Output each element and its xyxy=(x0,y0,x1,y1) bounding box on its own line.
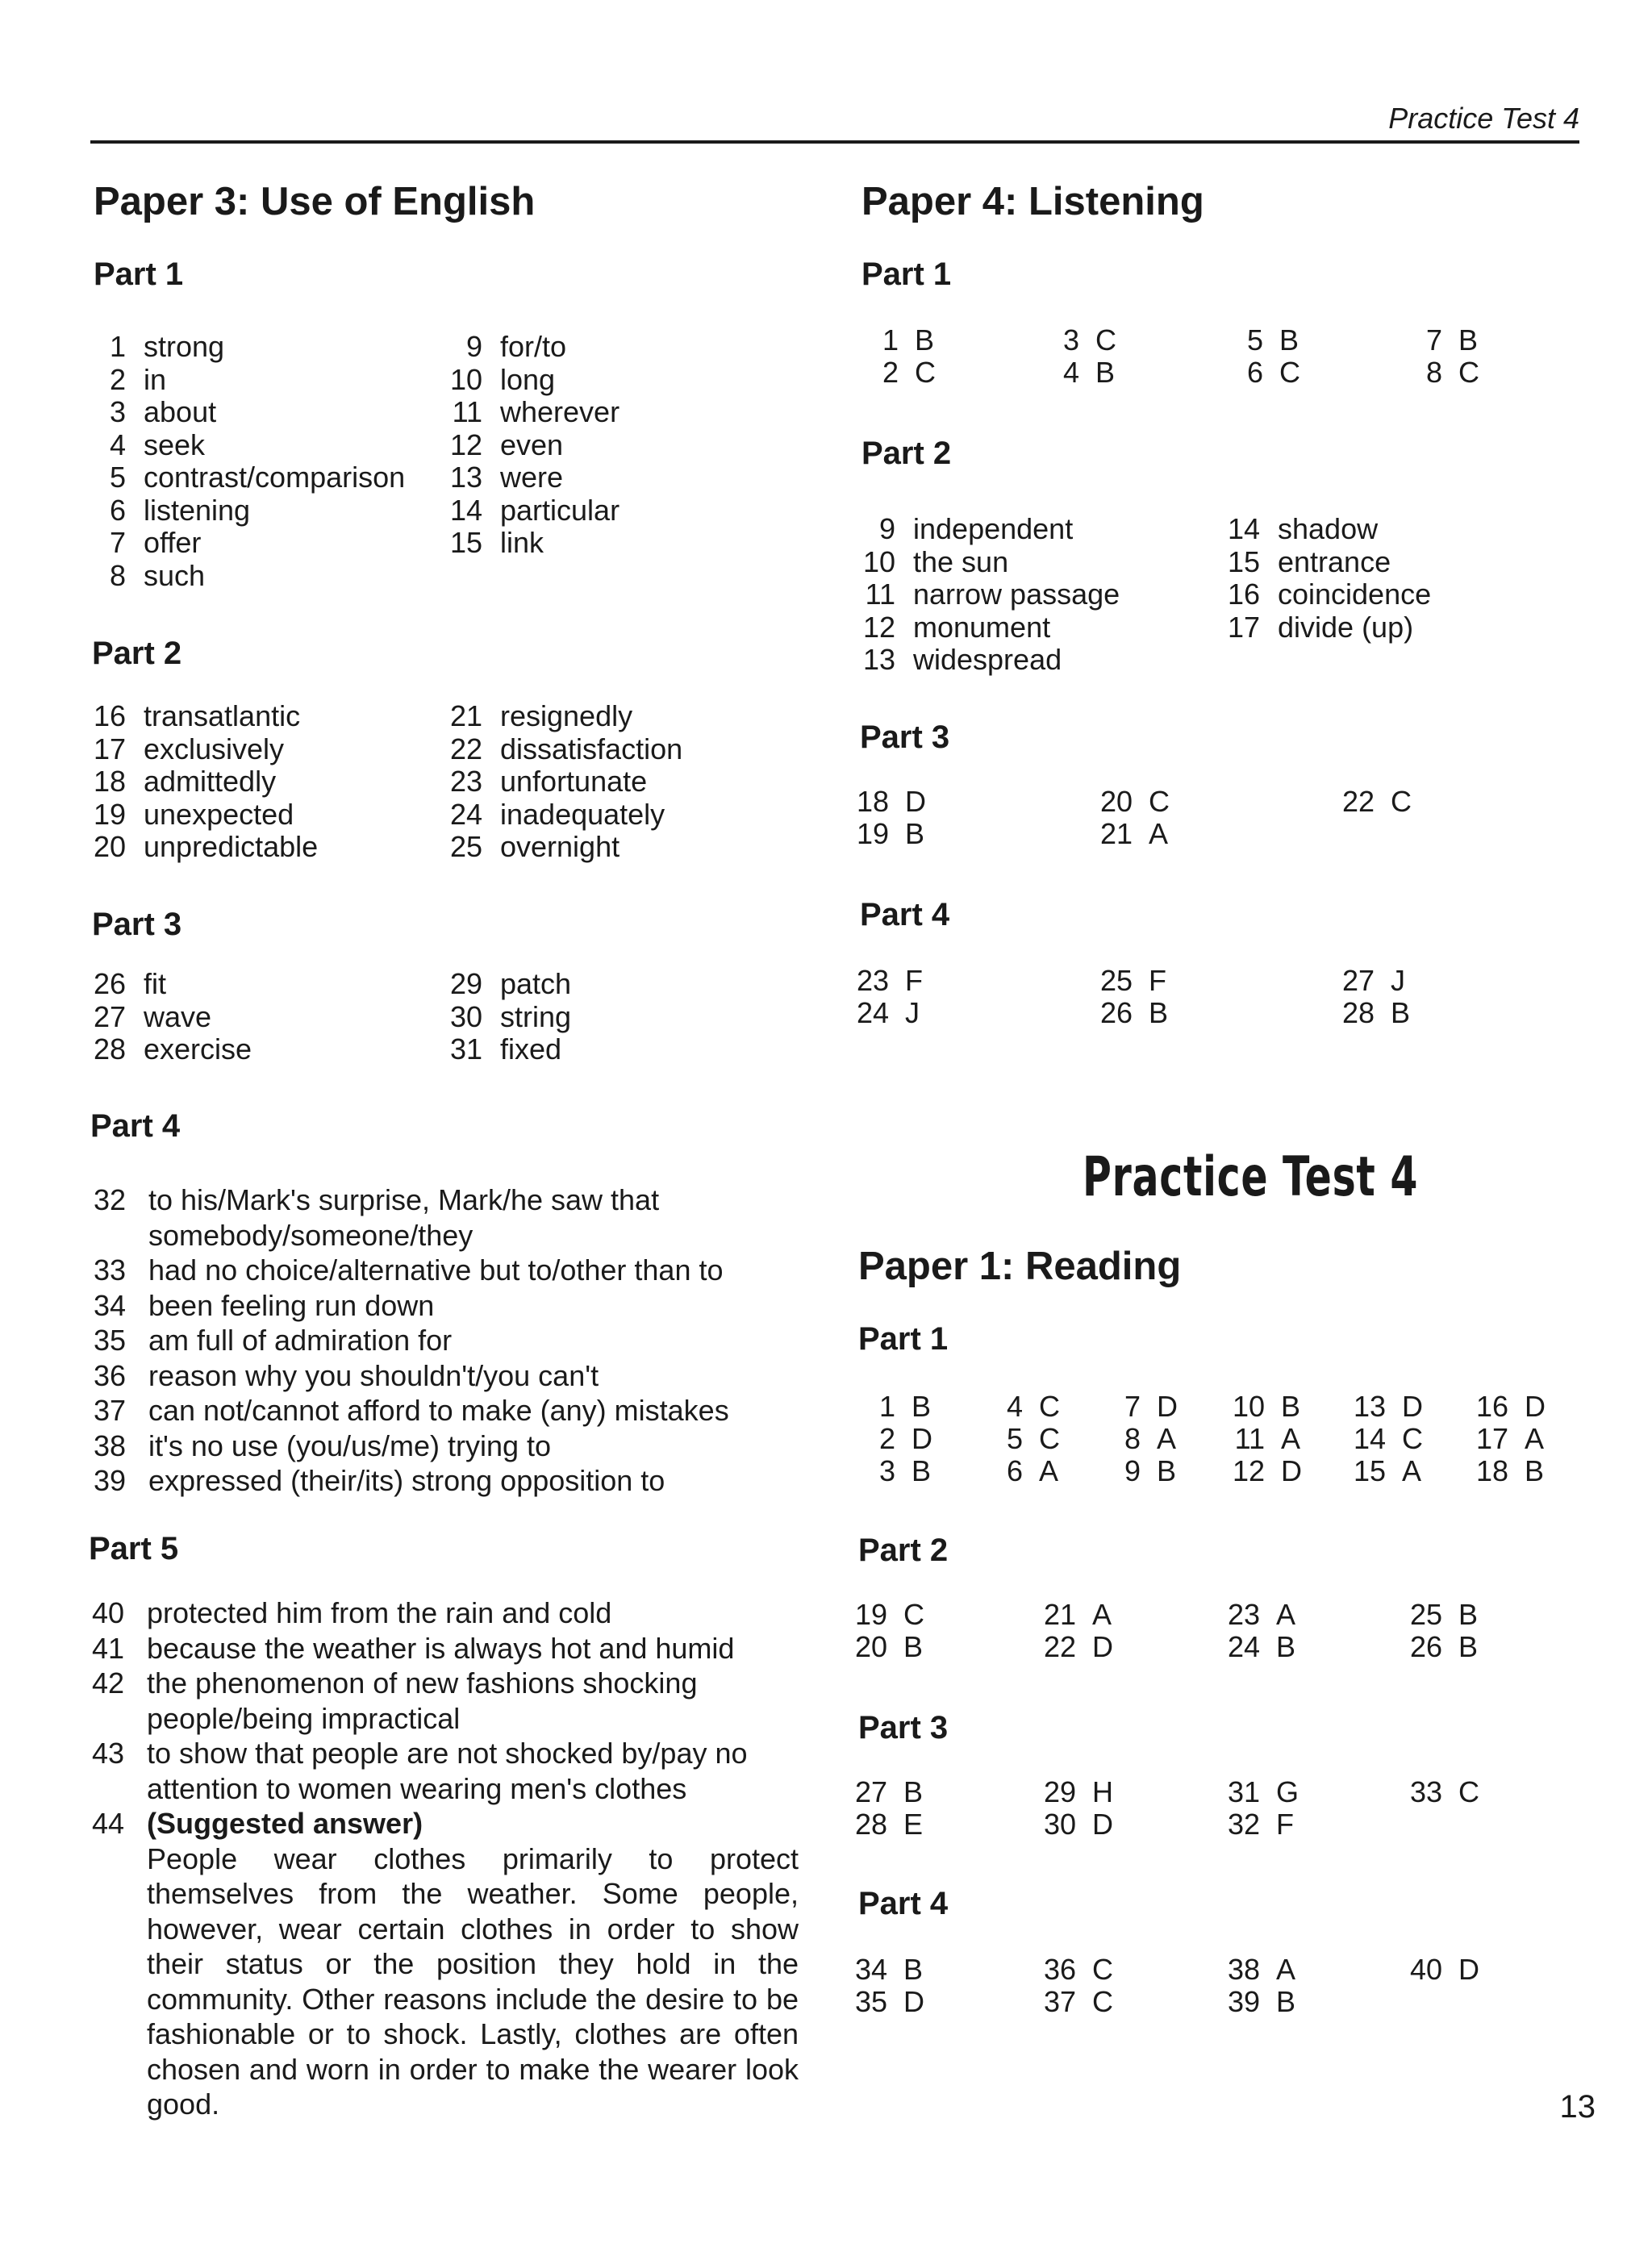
answer-item: 3 C xyxy=(1062,323,1116,357)
list-item: 29 patch xyxy=(449,967,572,1000)
answer-item: 2 D xyxy=(878,1422,932,1455)
list-item: 17 exclusively xyxy=(93,732,285,765)
paper1-part4-title: Part 4 xyxy=(858,1886,949,1921)
list-item: 12 even xyxy=(449,427,564,461)
list-item: 13 were xyxy=(449,461,564,494)
page-number: 13 xyxy=(1559,2089,1596,2125)
list-item: 28 exercise xyxy=(93,1032,252,1066)
list-item: 6 listening xyxy=(109,493,251,527)
list-item: 14 shadow xyxy=(1227,512,1379,545)
answer-item: 24 J xyxy=(856,996,920,1029)
list-item: 40 protected him from the rain and cold xyxy=(91,1596,612,1629)
suggested-answer-text: People wear clothes primarily to protect themselves from the weather. Some people, however, wear certain clothes in order to show their status or the position they hold in the community. Other reasons include the desire to be fashionable or to shock. Lastly, clothes are often chosen and worn in order to make the wearer look good. xyxy=(147,1841,799,2121)
paper4-part2-title: Part 2 xyxy=(861,436,952,471)
answer-item: 24 B xyxy=(1227,1630,1296,1663)
answer-item: 35 D xyxy=(854,1985,924,2018)
list-item: 9 independent xyxy=(878,512,1074,545)
answer-item: 8 C xyxy=(1425,356,1479,389)
list-item: 30 string xyxy=(449,999,572,1033)
list-item: 36 reason why you shouldn't/you can't xyxy=(93,1358,599,1392)
list-item: 5 contrast/comparison xyxy=(109,461,406,494)
paper3-part4-list xyxy=(90,1182,800,1499)
answer-item: 38 A xyxy=(1227,1953,1296,1986)
answer-item: 6 A xyxy=(1006,1454,1059,1487)
answer-item: 1 B xyxy=(878,1390,932,1423)
header-rule xyxy=(90,140,1579,144)
paper4-title: Paper 4: Listening xyxy=(861,180,1204,223)
paper3-part3-col1 xyxy=(86,968,465,1066)
answer-item: 4 C xyxy=(1006,1390,1060,1423)
answer-item: 34 B xyxy=(854,1953,924,1986)
running-header: Practice Test 4 xyxy=(1388,102,1579,135)
list-item: 10 the sun xyxy=(862,544,1009,578)
list-item: 26 fit xyxy=(93,967,167,1000)
list-item: 24 inadequately xyxy=(449,797,665,831)
answer-item: 21 A xyxy=(1099,817,1169,850)
answer-item: 36 C xyxy=(1043,1953,1113,1986)
answer-item: 22 D xyxy=(1043,1630,1113,1663)
answer-item: 21 A xyxy=(1043,1598,1112,1631)
paper1-part3-title: Part 3 xyxy=(858,1710,949,1745)
answer-item: 20 C xyxy=(1099,785,1170,818)
answer-item: 22 C xyxy=(1341,785,1412,818)
list-item: 14 particular xyxy=(449,493,620,527)
answer-item: 15 A xyxy=(1353,1454,1422,1487)
answer-item: 31 G xyxy=(1227,1775,1299,1808)
answer-item: 29 H xyxy=(1043,1775,1113,1808)
answer-item: 19 B xyxy=(856,817,925,850)
answer-item: 16 D xyxy=(1475,1390,1546,1423)
list-item: 35 am full of admiration for xyxy=(93,1324,453,1357)
answer-item: 28 E xyxy=(854,1808,924,1841)
list-item: 41 because the weather is always hot and humid xyxy=(91,1631,735,1665)
paper3-part2-col1 xyxy=(86,700,465,864)
list-item: 25 overnight xyxy=(449,830,620,863)
answer-item: 27 B xyxy=(854,1775,924,1808)
answer-item: 14 C xyxy=(1353,1422,1423,1455)
answer-item: 33 C xyxy=(1409,1775,1479,1808)
answer-item: 12 D xyxy=(1232,1454,1302,1487)
paper3-part5-title: Part 5 xyxy=(89,1531,179,1566)
list-item: 22 dissatisfaction xyxy=(449,732,683,765)
answer-item: 3 B xyxy=(878,1454,932,1487)
answer-item: 37 C xyxy=(1043,1985,1113,2018)
answer-item: 5 C xyxy=(1006,1422,1060,1455)
paper4-part2-col2 xyxy=(1220,513,1558,644)
answer-item: 7 B xyxy=(1425,323,1479,357)
list-item: 4 seek xyxy=(109,427,206,461)
answer-item: 13 D xyxy=(1353,1390,1423,1423)
paper3-part1-title: Part 1 xyxy=(94,256,184,292)
answer-item: 23 F xyxy=(856,964,923,997)
answer-item: 17 A xyxy=(1475,1422,1545,1455)
answer-item: 1 B xyxy=(882,323,935,357)
list-item: 18 admittedly xyxy=(93,765,277,798)
answer-item: 40 D xyxy=(1409,1953,1479,1986)
answer-item: 18 B xyxy=(1475,1454,1545,1487)
list-item: 21 resignedly xyxy=(449,699,633,732)
list-item: 11 wherever xyxy=(452,395,620,428)
list-item: 33 had no choice/alternative but to/other than to xyxy=(93,1253,724,1287)
answer-item: 10 B xyxy=(1232,1390,1301,1423)
list-item: 3 about xyxy=(109,395,217,428)
answer-item: 19 C xyxy=(854,1598,924,1631)
paper3-title: Paper 3: Use of English xyxy=(94,180,536,223)
list-item: 12 monument xyxy=(862,610,1051,644)
answer-item: 25 F xyxy=(1099,964,1166,997)
list-item: 38 it's no use (you/us/me) trying to xyxy=(93,1428,552,1462)
list-item: 19 unexpected xyxy=(93,797,294,831)
answer-item: 6 C xyxy=(1246,356,1300,389)
list-item: 34 been feeling run down xyxy=(93,1288,435,1322)
paper3-part1-col1 xyxy=(86,331,465,592)
answer-item: 25 B xyxy=(1409,1598,1479,1631)
list-item: 15 entrance xyxy=(1227,544,1391,578)
paper1-part1-title: Part 1 xyxy=(858,1321,949,1357)
answer-item: 26 B xyxy=(1409,1630,1479,1663)
answer-item: 20 B xyxy=(854,1630,924,1663)
list-item: 11 narrow passage xyxy=(865,578,1120,611)
paper4-part3-title: Part 3 xyxy=(860,719,950,755)
list-item: 27 wave xyxy=(93,999,212,1033)
answer-item: 26 B xyxy=(1099,996,1169,1029)
answer-item: 4 B xyxy=(1062,356,1116,389)
list-item: 43 to show that people are not shocked by/pay no attention to women wearing men's clothes xyxy=(91,1737,748,1805)
answer-item: 8 A xyxy=(1124,1422,1177,1455)
list-item: 37 can not/cannot afford to make (any) mistakes xyxy=(93,1394,729,1427)
answer-item: 23 A xyxy=(1227,1598,1296,1631)
paper3-part4-title: Part 4 xyxy=(90,1108,181,1144)
list-item: 7 offer xyxy=(109,526,202,559)
list-item: 39 expressed (their/its) strong opposition to xyxy=(93,1464,665,1497)
answer-item: 2 C xyxy=(882,356,936,389)
paper3-part2-title: Part 2 xyxy=(92,636,182,671)
list-item: 9 for/to xyxy=(465,330,567,363)
list-item: 10 long xyxy=(449,362,556,396)
paper4-part4-title: Part 4 xyxy=(860,897,950,932)
answer-item: 5 B xyxy=(1246,323,1299,357)
paper3-part3-title: Part 3 xyxy=(92,907,182,942)
list-item: 2 in xyxy=(109,362,167,396)
list-item: 23 unfortunate xyxy=(449,765,648,798)
answer-item: 18 D xyxy=(856,785,926,818)
list-item: 42 the phenomenon of new fashions shocking people/being impractical xyxy=(91,1666,698,1735)
answer-item: 9 B xyxy=(1124,1454,1177,1487)
paper3-part2-col2 xyxy=(442,700,781,864)
list-item: 44 (Suggested answer) People wear clothes primarily to protect themselves from the weather. Some people, however, wear certain clothes in order to show their status or the position they hold in the community. Other reasons include the desire to be fashionable or to shock. Lastly, clothes are often chosen and worn in order to make the wearer look good. xyxy=(91,1807,799,2121)
list-item: 32 to his/Mark's surprise, Mark/he saw that somebody/someone/they xyxy=(93,1183,660,1252)
list-item: 16 coincidence xyxy=(1227,578,1432,611)
list-item: 31 fixed xyxy=(449,1032,562,1066)
answer-item: 32 F xyxy=(1227,1808,1294,1841)
list-item: 15 link xyxy=(449,526,544,559)
answer-item: 28 B xyxy=(1341,996,1411,1029)
answer-item: 27 J xyxy=(1341,964,1405,997)
paper4-part1-title: Part 1 xyxy=(861,256,952,292)
practice-test-heading: Practice Test 4 xyxy=(1083,1145,1419,1209)
paper3-part3-col2 xyxy=(442,968,781,1066)
list-item: 16 transatlantic xyxy=(93,699,301,732)
answer-item: 39 B xyxy=(1227,1985,1296,2018)
list-item: 13 widespread xyxy=(862,643,1062,676)
answer-item: 30 D xyxy=(1043,1808,1113,1841)
list-item: 20 unpredictable xyxy=(93,830,319,863)
paper1-title: Paper 1: Reading xyxy=(858,1245,1182,1288)
list-item: 1 strong xyxy=(109,330,225,363)
paper3-part1-col2 xyxy=(442,331,749,560)
list-item: 8 such xyxy=(109,558,206,592)
suggested-answer-label: (Suggested answer) xyxy=(147,1807,423,1840)
paper3-part5-list xyxy=(89,1595,799,2122)
answer-item: 7 D xyxy=(1124,1390,1178,1423)
list-item: 17 divide (up) xyxy=(1227,610,1414,644)
answer-item: 11 A xyxy=(1234,1422,1301,1455)
paper4-part2-col1 xyxy=(855,513,1210,677)
paper1-part2-title: Part 2 xyxy=(858,1533,949,1568)
